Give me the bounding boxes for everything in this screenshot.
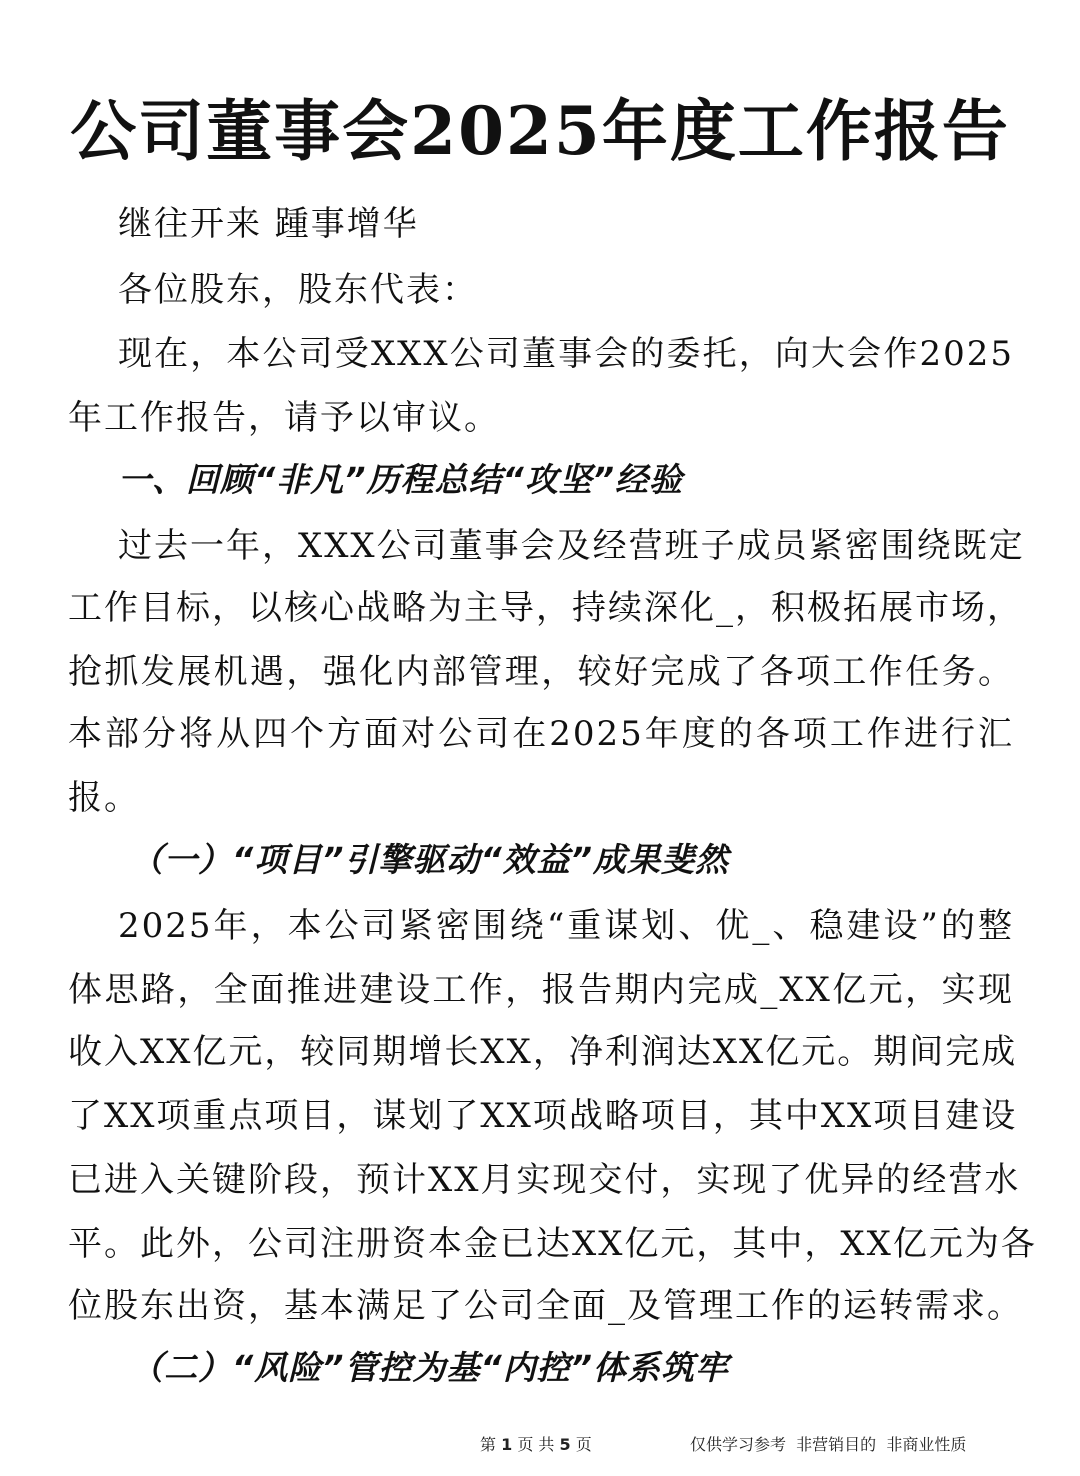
- paragraph-line: 体思路，全面推进建设工作，报告期内完成_XX亿元，实现: [68, 970, 1014, 1010]
- page-mid: 页 共: [517, 1435, 555, 1454]
- paragraph-line: 了XX项重点项目，谋划了XX项战略项目，其中XX项目建设: [68, 1096, 1018, 1136]
- page-suffix: 页: [575, 1435, 592, 1454]
- paragraph-line: 抢抓发展机遇，强化内部管理，较好完成了各项工作任务。: [68, 652, 1014, 692]
- current-page: 1: [501, 1435, 513, 1454]
- paragraph-line: 报。: [68, 778, 140, 818]
- paragraph-line: 平。此外，公司注册资本金已达XX亿元，其中，XX亿元为各: [68, 1224, 1037, 1264]
- subsection-heading: （二）“风险”管控为基“内控”体系筑牢: [130, 1348, 730, 1387]
- document-title: 公司董事会2025年度工作报告: [70, 92, 1010, 170]
- paragraph-line: 工作目标，以核心战略为主导，持续深化_，积极拓展市场，: [68, 588, 1023, 628]
- paragraph-line: 位股东出资，基本满足了公司全面_及管理工作的运转需求。: [68, 1286, 1023, 1326]
- paragraph-line: 已进入关键阶段，预计XX月实现交付，实现了优异的经营水: [68, 1160, 1021, 1200]
- page-number: [480, 1432, 592, 1455]
- subsection-heading: （一）“项目”引擎驱动“效益”成果斐然: [130, 840, 730, 879]
- section-heading: 一、回顾“非凡”历程总结“攻坚”经验: [118, 460, 684, 499]
- total-pages: 5: [559, 1435, 571, 1454]
- subtitle: 继往开来 踵事增华: [118, 204, 419, 244]
- footer-note: 仅供学习参考 非营销目的 非商业性质: [690, 1435, 967, 1454]
- intro-line: 年工作报告，请予以审议。: [68, 398, 500, 438]
- paragraph-line: 2025年，本公司紧密围绕“重谋划、优_、稳建设”的整: [118, 906, 1014, 946]
- paragraph-line: 本部分将从四个方面对公司在2025年度的各项工作进行汇: [68, 714, 1014, 754]
- page-prefix: 第: [480, 1435, 497, 1454]
- intro-line: 现在，本公司受XXX公司董事会的委托，向大会作2025: [118, 334, 1014, 374]
- paragraph-line: 收入XX亿元，较同期增长XX，净利润达XX亿元。期间完成: [68, 1032, 1018, 1072]
- salutation: 各位股东，股东代表：: [118, 270, 478, 310]
- paragraph-line: 过去一年，XXX公司董事会及经营班子成员紧密围绕既定: [118, 526, 1025, 566]
